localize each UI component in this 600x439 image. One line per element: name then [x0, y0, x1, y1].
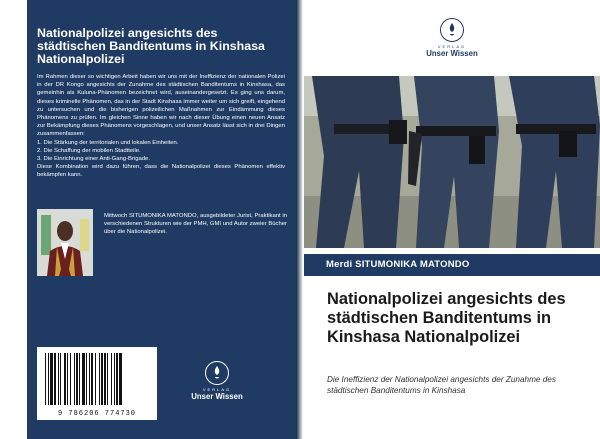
front-cover-title: Nationalpolizei angesichts des städtischen Banditentums in Kinshasa Nationalpolizei	[327, 290, 566, 346]
barcode-bar	[50, 353, 53, 405]
author-bio: Mittwoch SITUMONIKA MATONDO, ausgebildeter Jurist, Praktikant in verschiedenen Strukturen wie der PMH, GMI und Autor zweier Bücher über die Nationalpolizei.	[104, 213, 287, 236]
publisher-verlag-label: VERLAG	[202, 387, 232, 392]
barcode-bar	[114, 353, 115, 405]
publisher-logo-back	[177, 361, 257, 401]
barcode-bar	[104, 353, 106, 405]
back-cover	[27, 0, 296, 439]
barcode-bar	[67, 353, 68, 405]
barcode-bar	[116, 353, 118, 405]
barcode-bar	[119, 353, 122, 405]
front-cover	[303, 0, 600, 439]
barcode-bar	[74, 353, 75, 405]
publisher-name: Unser Wissen	[426, 49, 478, 58]
barcode-bar	[86, 353, 87, 405]
barcode-bar	[91, 353, 93, 405]
barcode-bar	[54, 353, 56, 405]
barcode-bar	[58, 353, 59, 405]
barcode-bar	[89, 353, 90, 405]
barcode-bar	[70, 353, 71, 405]
publisher-name: Unser Wissen	[191, 392, 243, 401]
barcode-bar	[101, 353, 103, 405]
publisher-logo-front	[402, 18, 502, 58]
barcode-bar	[95, 353, 96, 405]
barcode-bar	[82, 353, 85, 405]
barcode-bar	[111, 353, 112, 405]
publisher-verlag-label: VERLAG	[437, 44, 467, 49]
barcode-bar	[60, 353, 61, 405]
publisher-logo-icon	[440, 18, 464, 42]
barcode-bar	[107, 353, 108, 405]
back-cover-title: Nationalpolizei angesichts des städtischen Banditentums in Kinshasa Nationalpolizei	[37, 26, 265, 66]
front-cover-author: Merdi SITUMONIKA MATONDO	[304, 254, 600, 276]
front-cover-header	[303, 0, 600, 76]
publisher-logo-icon	[205, 361, 229, 385]
barcode-bar	[64, 353, 66, 405]
author-photo	[37, 209, 93, 276]
barcode-bar	[48, 353, 49, 405]
cover-photo-police-officers	[304, 76, 600, 248]
isbn-number: 9 786206 774730	[57, 410, 136, 418]
barcode-bar	[99, 353, 100, 405]
barcode-bar	[76, 353, 78, 405]
isbn-barcode	[37, 347, 157, 420]
barcode-bar	[79, 353, 80, 405]
back-cover-description: Im Rahmen dieser so wichtigen Arbeit haben wir uns mit der Ineffizienz der nationalen Polizei in der DR Kongo angesichts der Zunahme des städtischen Banditentums in Kinshasa, das gemeinhin als Kuluna-Phänomen bezeichnet wird, auseinandergesetzt. Es ging uns darum, dieses kriminelle Phänomen, das in der Stadt Kinshasa immer weiter um sich greift, eingehend zu untersuchen und die bisherigen polizeilichen Maßnahmen zur Eindämmung dieses Phänomens zu prüfen. Im gleichen Sinne haben wir nach dieser Übung einen neuen Ansatz zur Bekämpfung dieses Phänomens vorgeschlagen, und unser Ansatz lässt sich in drei Dingen zusammenfassen: 1. Die Stärkung der territorialen und lokalen Einheiten. 2. Die Schaffung der mobilen Stadtteile. 3. Die Einrichtung einer Anti-Gang-Brigade. Diese Kombination wird dazu führen, dass die Nationalpolizei dieses Phänomen effektiv bekämpfen kann.	[37, 74, 285, 179]
book-spine	[296, 0, 303, 439]
barcode-bar	[45, 353, 46, 405]
front-cover-subtitle: Die Ineffizienz der Nationalpolizei angesichts der Zunahme des städtischen Banditentums in Kinshasa	[327, 375, 556, 395]
